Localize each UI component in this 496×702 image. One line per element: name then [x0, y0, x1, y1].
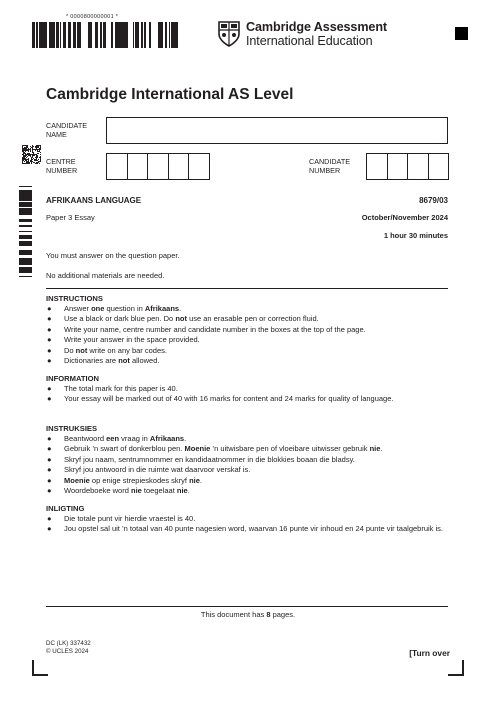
page-count-line [0, 610, 496, 619]
candidate-number-label-line-1: CANDIDATE [309, 157, 350, 166]
centre-digit-box[interactable] [169, 154, 190, 179]
bullet-icon: ● [47, 335, 52, 345]
list-item: ● Do not write on any bar codes. [47, 345, 167, 355]
side-barcode-image [19, 186, 41, 282]
candidate-name-field[interactable] [106, 117, 448, 144]
bullet-icon: ● [47, 524, 52, 534]
bullet-icon: ● [47, 475, 52, 485]
list-item: ● Skryf jou antwoord in die ruimte wat daarvoor verskaf is. [47, 465, 251, 475]
crop-mark-bottom-left [32, 660, 48, 676]
subject-title: AFRIKAANS LANGUAGE [46, 196, 142, 205]
logo-line-2: International Education [246, 34, 373, 48]
bullet-icon: ● [47, 394, 52, 404]
inligting-heading: INLIGTING [46, 504, 85, 513]
list-item: ● Dictionaries are not allowed. [47, 356, 160, 366]
list-item: ● The total mark for this paper is 40. [47, 384, 178, 393]
divider-top [46, 288, 448, 289]
instructions-heading: INSTRUCTIONS [46, 294, 103, 303]
barcode-text: * 0000800000001 * [66, 14, 119, 20]
centre-number-label [46, 157, 77, 175]
page-count-suffix: pages. [270, 610, 296, 619]
list-item: ● Your essay will be marked out of 40 with 16 marks for content and 24 marks for quality of language. [47, 394, 394, 404]
list-item: ● Answer one question in Afrikaans. [47, 304, 182, 313]
instruksies-list [46, 434, 448, 496]
exam-duration: 1 hour 30 minutes [383, 231, 448, 240]
exam-session: October/November 2024 [361, 213, 448, 222]
bullet-icon: ● [47, 444, 52, 454]
paper-title: Paper 3 Essay [46, 213, 95, 222]
list-item: ● Use a black or dark blue pen. Do not use an erasable pen or correction fluid. [47, 314, 319, 324]
bullet-icon: ● [47, 454, 52, 464]
cambridge-shield-logo-icon [218, 21, 240, 47]
candidate-name-label [46, 121, 87, 139]
list-item: ● Write your answer in the space provided. [47, 335, 200, 345]
candidate-digit-box[interactable] [408, 154, 429, 179]
bullet-icon: ● [47, 324, 52, 334]
list-item: ● Die totale punt vir hierdie vraestel is 40. [47, 514, 196, 523]
logo-line-1: Cambridge Assessment [246, 20, 388, 34]
materials-note: No additional materials are needed. [46, 271, 165, 280]
list-item: ● Gebruik ’n swart of donkerblou pen. Moenie ’n uitwisbare pen of vloeibare uitwisser gebruik nie. [47, 444, 383, 454]
list-item: ● Moenie op enige strepieskodes skryf nie. [47, 475, 202, 485]
list-item: ● Woordeboeke word nie toegelaat nie. [47, 486, 190, 496]
centre-digit-box[interactable] [148, 154, 169, 179]
instruksies-heading: INSTRUKSIES [46, 424, 98, 433]
candidate-digit-box[interactable] [367, 154, 388, 179]
list-item: ● Skryf jou naam, sentrumnommer en kandidaatnommer in die blokkies boaan die bladsy. [47, 454, 355, 464]
centre-number-label-line-2: NUMBER [46, 166, 78, 175]
bullet-icon: ● [47, 514, 52, 523]
information-heading: INFORMATION [46, 374, 100, 383]
answer-note: You must answer on the question paper. [46, 251, 180, 260]
crop-mark-bottom-right [448, 660, 464, 676]
paper-code: 8679/03 [419, 196, 448, 205]
bullet-icon: ● [47, 486, 52, 496]
bullet-icon: ● [47, 304, 52, 313]
page-count-prefix: This document has [200, 610, 267, 619]
centre-digit-box[interactable] [128, 154, 149, 179]
list-item: ● Write your name, centre number and candidate number in the boxes at the top of the page. [47, 324, 366, 334]
instructions-list [46, 304, 448, 366]
bullet-icon: ● [47, 314, 52, 324]
bullet-icon: ● [47, 434, 52, 443]
bullet-icon: ● [47, 356, 52, 366]
centre-digit-box[interactable] [189, 154, 210, 179]
qr-code-image [22, 145, 41, 164]
divider-bottom [46, 606, 448, 607]
candidate-digit-box[interactable] [388, 154, 409, 179]
dc-code: DC (LK) 337432 [46, 640, 91, 647]
registration-mark [455, 27, 468, 40]
centre-digit-box[interactable] [107, 154, 128, 179]
candidate-number-field[interactable] [366, 153, 449, 180]
candidate-number-label [309, 157, 350, 175]
candidate-name-label-line-1: CANDIDATE [46, 121, 87, 130]
list-item: ● Jou opstel sal uit ’n totaal van 40 punte nagesien word, waarvan 16 punte vir inhoud en 24 punte vir taalgebruik is. [47, 524, 443, 534]
centre-number-label-line-1: CENTRE [46, 157, 76, 166]
bullet-icon: ● [47, 345, 52, 355]
qualification-title: Cambridge International AS Level [46, 86, 294, 103]
copyright: © UCLES 2024 [46, 648, 89, 655]
bullet-icon: ● [47, 384, 52, 393]
page-count-number: 8 [266, 610, 271, 619]
candidate-name-label-line-2: NAME [46, 130, 67, 139]
top-barcode-image [32, 22, 178, 48]
candidate-number-label-line-2: NUMBER [309, 166, 341, 175]
information-list [46, 384, 448, 405]
bullet-icon: ● [47, 465, 52, 475]
inligting-list [46, 514, 450, 535]
centre-number-field[interactable] [106, 153, 210, 180]
turn-over-label: [Turn over [409, 648, 450, 658]
candidate-digit-box[interactable] [429, 154, 450, 179]
list-item: ● Beantwoord een vraag in Afrikaans. [47, 434, 187, 443]
